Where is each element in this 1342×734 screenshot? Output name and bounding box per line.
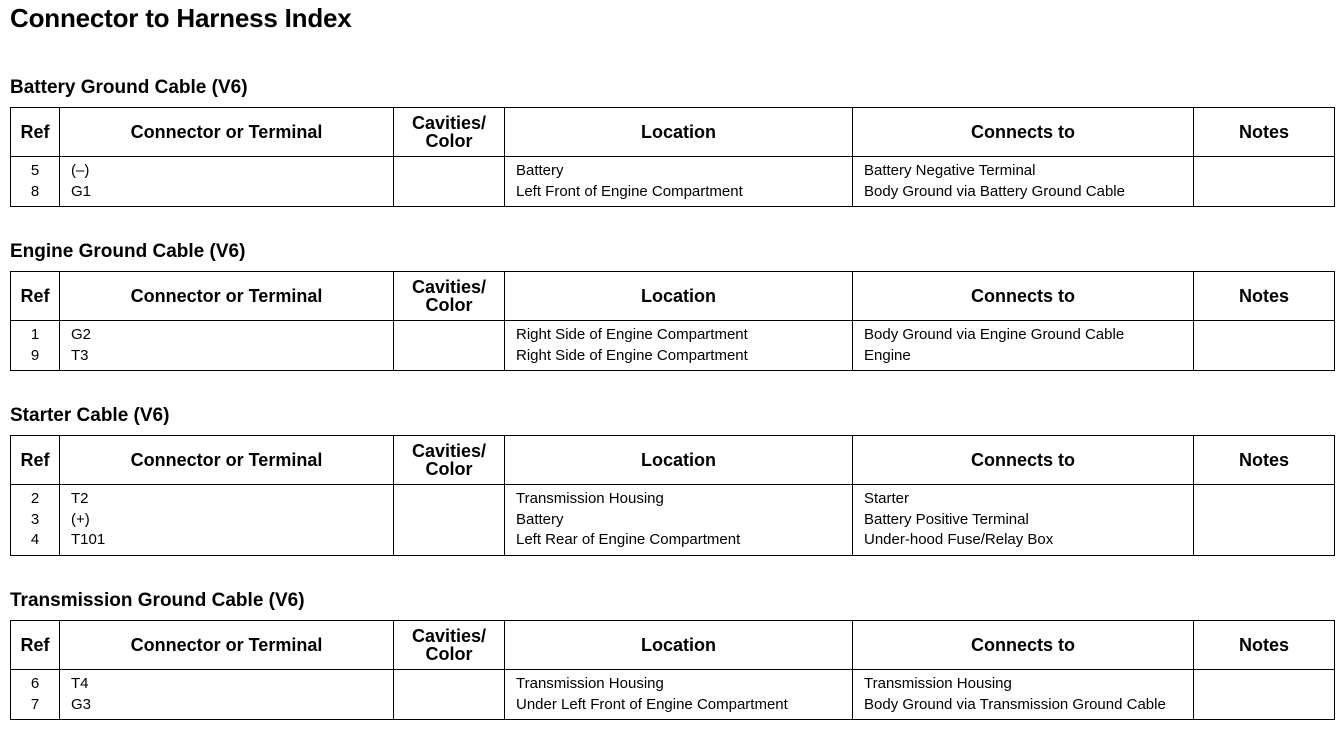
header-row bbox=[11, 108, 1335, 157]
table-cell bbox=[1194, 489, 1334, 510]
section-title: Starter Cable (V6) bbox=[10, 405, 170, 426]
column-header-notes: Notes bbox=[1194, 436, 1335, 485]
section-title: Battery Ground Cable (V6) bbox=[10, 77, 248, 98]
table-cell: 1 bbox=[30, 326, 40, 343]
column-cell-location bbox=[505, 157, 853, 207]
table-body-row bbox=[11, 321, 1335, 371]
table-body-row bbox=[11, 157, 1335, 207]
column-header-connects-to: Connects to bbox=[853, 272, 1194, 321]
column-header-connector-or-terminal: Connector or Terminal bbox=[60, 108, 394, 157]
table-cell: Left Front of Engine Compartment bbox=[516, 182, 743, 200]
table-cell bbox=[1194, 674, 1334, 695]
table-cell: Transmission Housing bbox=[864, 675, 1012, 692]
header-row bbox=[11, 621, 1335, 670]
table-cell bbox=[394, 325, 504, 346]
harness-section bbox=[10, 588, 1334, 720]
table-cell bbox=[394, 530, 504, 551]
column-cell-notes bbox=[1194, 670, 1335, 720]
table-cell bbox=[394, 489, 504, 510]
column-header-location: Location bbox=[505, 108, 853, 157]
column-header-connector-or-terminal: Connector or Terminal bbox=[60, 272, 394, 321]
table-cell: Under-hood Fuse/Relay Box bbox=[864, 531, 1054, 548]
table-cell: Battery Positive Terminal bbox=[864, 510, 1029, 528]
table-body-row bbox=[11, 670, 1335, 720]
table-cell: 2 bbox=[30, 490, 40, 507]
column-cell-connects-to bbox=[853, 321, 1194, 371]
table-cell: 3 bbox=[30, 510, 40, 528]
column-cell-cavities-color bbox=[394, 670, 505, 720]
column-header-ref: Ref bbox=[11, 272, 60, 321]
header-row bbox=[11, 272, 1335, 321]
column-cell-connects-to bbox=[853, 670, 1194, 720]
column-cell-cavities-color bbox=[394, 321, 505, 371]
table-cell: Transmission Housing bbox=[516, 490, 664, 507]
column-cell-location bbox=[505, 485, 853, 556]
table-cell: Right Side of Engine Compartment bbox=[516, 326, 748, 343]
column-header-notes: Notes bbox=[1194, 272, 1335, 321]
harness-section bbox=[10, 403, 1334, 556]
table-cell: Right Side of Engine Compartment bbox=[516, 346, 748, 364]
table-cell: Body Ground via Transmission Ground Cable bbox=[864, 695, 1166, 713]
table-cell: 6 bbox=[30, 675, 40, 692]
column-header-connects-to: Connects to bbox=[853, 436, 1194, 485]
column-cell-cavities-color bbox=[394, 485, 505, 556]
table-cell: 7 bbox=[30, 695, 40, 713]
column-cell-notes bbox=[1194, 321, 1335, 371]
column-header-cavities-color: Cavities/ Color bbox=[394, 272, 505, 321]
table-cell bbox=[1194, 510, 1334, 531]
column-header-ref: Ref bbox=[11, 436, 60, 485]
table-cell: T101 bbox=[71, 531, 106, 548]
harness-table bbox=[10, 620, 1335, 720]
table-body-row bbox=[11, 485, 1335, 556]
column-header-cavities-color: Cavities/ Color bbox=[394, 108, 505, 157]
table-cell: (–) bbox=[71, 162, 90, 179]
table-cell bbox=[394, 695, 504, 716]
column-header-cavities-color: Cavities/ Color bbox=[394, 621, 505, 670]
table-cell: Battery bbox=[516, 510, 564, 528]
column-header-ref: Ref bbox=[11, 108, 60, 157]
column-cell-ref bbox=[11, 321, 60, 371]
column-cell-cavities-color bbox=[394, 157, 505, 207]
table-cell: Battery bbox=[516, 162, 564, 179]
table-cell: 8 bbox=[30, 182, 40, 200]
table-cell: T3 bbox=[71, 346, 89, 364]
section-title: Engine Ground Cable (V6) bbox=[10, 241, 246, 262]
column-cell-connector-or-terminal bbox=[60, 485, 394, 556]
column-cell-notes bbox=[1194, 485, 1335, 556]
column-header-location: Location bbox=[505, 272, 853, 321]
table-cell: Left Rear of Engine Compartment bbox=[516, 531, 741, 548]
column-cell-ref bbox=[11, 670, 60, 720]
harness-table bbox=[10, 271, 1335, 371]
column-header-connector-or-terminal: Connector or Terminal bbox=[60, 436, 394, 485]
table-cell bbox=[1194, 346, 1334, 367]
table-cell bbox=[394, 161, 504, 182]
harness-table bbox=[10, 435, 1335, 556]
table-cell: 4 bbox=[30, 531, 40, 548]
column-cell-notes bbox=[1194, 157, 1335, 207]
table-cell bbox=[1194, 182, 1334, 203]
header-row bbox=[11, 436, 1335, 485]
column-cell-connects-to bbox=[853, 157, 1194, 207]
column-header-connector-or-terminal: Connector or Terminal bbox=[60, 621, 394, 670]
column-cell-ref bbox=[11, 485, 60, 556]
table-cell: Engine bbox=[864, 346, 911, 364]
column-cell-connector-or-terminal bbox=[60, 321, 394, 371]
table-cell: Battery Negative Terminal bbox=[864, 162, 1036, 179]
page-title: Connector to Harness Index bbox=[10, 3, 352, 33]
column-cell-location bbox=[505, 670, 853, 720]
table-cell: G2 bbox=[71, 326, 92, 343]
table-cell bbox=[1194, 161, 1334, 182]
column-cell-connector-or-terminal bbox=[60, 670, 394, 720]
column-header-connects-to: Connects to bbox=[853, 108, 1194, 157]
table-cell bbox=[394, 182, 504, 203]
table-cell: T2 bbox=[71, 490, 89, 507]
column-header-cavities-color: Cavities/ Color bbox=[394, 436, 505, 485]
column-header-location: Location bbox=[505, 436, 853, 485]
harness-section bbox=[10, 75, 1334, 207]
table-cell: 5 bbox=[30, 162, 40, 179]
column-cell-ref bbox=[11, 157, 60, 207]
table-cell: Transmission Housing bbox=[516, 675, 664, 692]
table-cell: Starter bbox=[864, 490, 910, 507]
table-cell bbox=[394, 510, 504, 531]
harness-table bbox=[10, 107, 1335, 207]
table-cell bbox=[1194, 325, 1334, 346]
column-cell-location bbox=[505, 321, 853, 371]
table-cell: T4 bbox=[71, 675, 89, 692]
harness-section bbox=[10, 239, 1334, 371]
column-header-location: Location bbox=[505, 621, 853, 670]
section-title: Transmission Ground Cable (V6) bbox=[10, 590, 305, 611]
table-cell: G3 bbox=[71, 695, 92, 713]
table-cell bbox=[394, 346, 504, 367]
table-cell: Body Ground via Battery Ground Cable bbox=[864, 182, 1125, 200]
table-cell bbox=[394, 674, 504, 695]
table-cell: G1 bbox=[71, 182, 92, 200]
table-cell: 9 bbox=[30, 346, 40, 364]
table-cell: Body Ground via Engine Ground Cable bbox=[864, 326, 1125, 343]
table-cell: (+) bbox=[71, 510, 90, 528]
table-cell bbox=[1194, 530, 1334, 551]
table-cell: Under Left Front of Engine Compartment bbox=[516, 695, 788, 713]
table-cell bbox=[1194, 695, 1334, 716]
column-cell-connects-to bbox=[853, 485, 1194, 556]
column-header-ref: Ref bbox=[11, 621, 60, 670]
column-header-notes: Notes bbox=[1194, 621, 1335, 670]
column-header-connects-to: Connects to bbox=[853, 621, 1194, 670]
column-cell-connector-or-terminal bbox=[60, 157, 394, 207]
column-header-notes: Notes bbox=[1194, 108, 1335, 157]
